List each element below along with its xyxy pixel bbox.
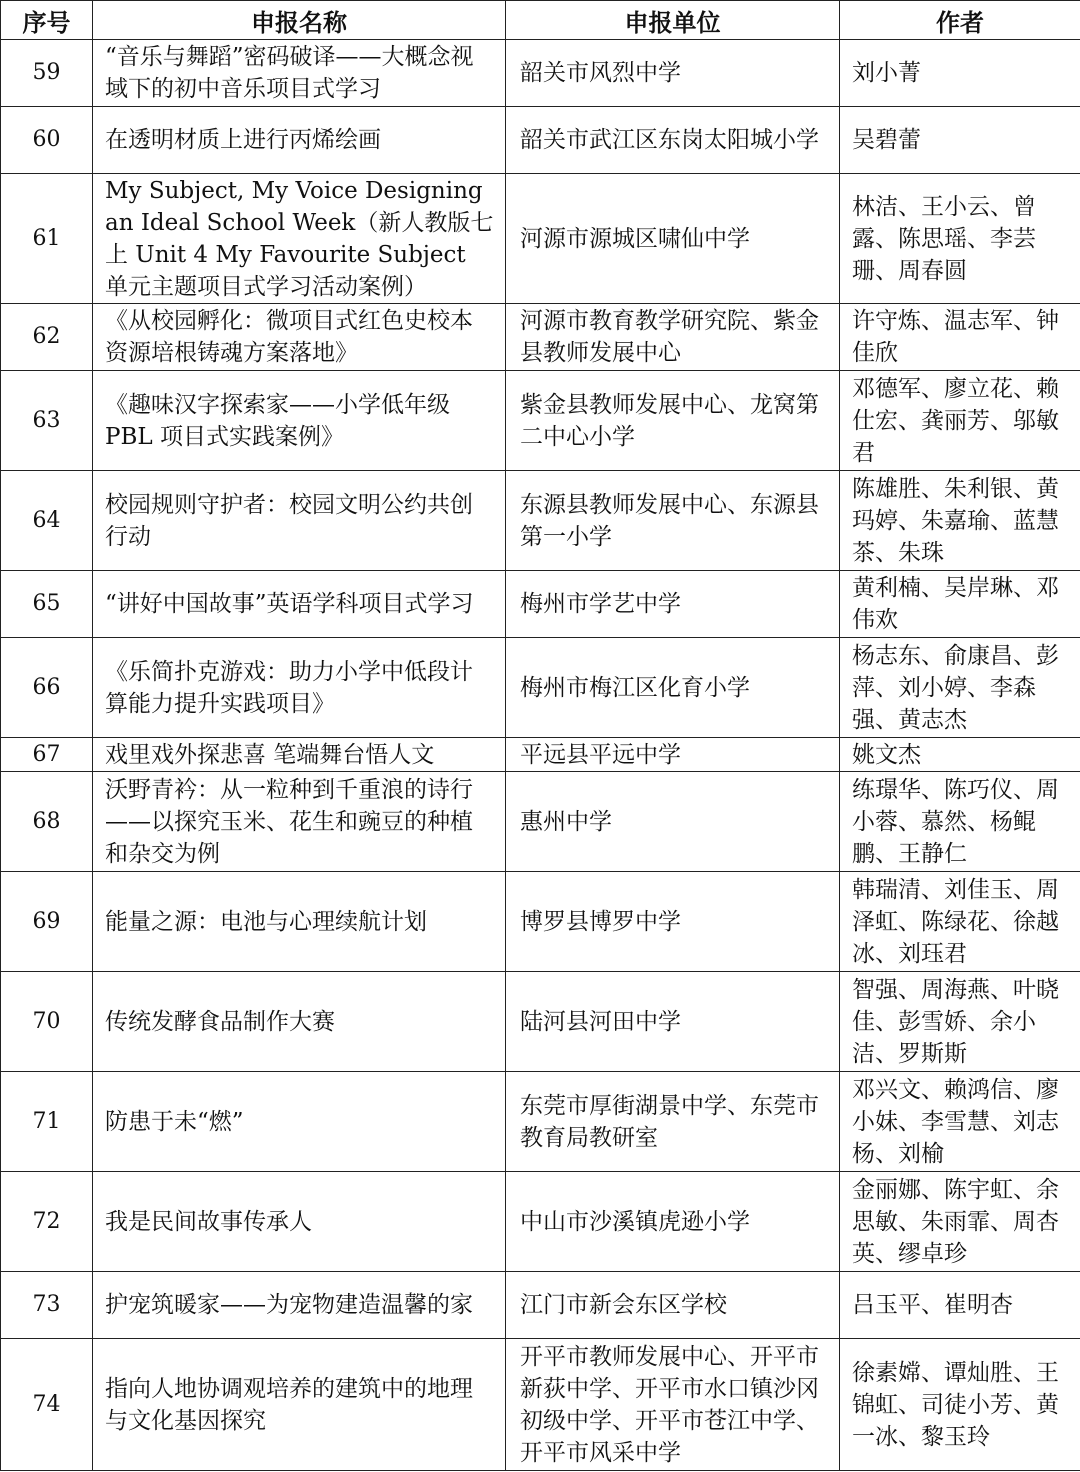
row-unit: 博罗县博罗中学 [506, 872, 840, 972]
row-authors: 智强、周海燕、叶晓佳、彭雪娇、余小洁、罗斯斯 [840, 972, 1080, 1072]
table-row [1, 638, 1080, 738]
row-name: 《乐简扑克游戏：助力小学中低段计算能力提升实践项目》 [93, 638, 506, 738]
row-authors: 邓兴文、赖鸿信、廖小妹、李雪慧、刘志杨、刘榆 [840, 1072, 1080, 1172]
table-row [1, 1172, 1080, 1272]
row-no: 71 [1, 1072, 93, 1172]
row-unit: 陆河县河田中学 [506, 972, 840, 1072]
row-authors: 陈雄胜、朱利银、黄玛婷、朱嘉瑜、蓝慧茶、朱珠 [840, 471, 1080, 571]
row-no: 72 [1, 1172, 93, 1272]
row-authors: 黄利楠、吴岸琳、邓伟欢 [840, 571, 1080, 638]
row-name: 我是民间故事传承人 [93, 1172, 506, 1272]
row-name: 防患于未“燃” [93, 1072, 506, 1172]
row-authors: 韩瑞清、刘佳玉、周泽虹、陈绿花、徐越冰、刘珏君 [840, 872, 1080, 972]
row-name: 护宠筑暖家——为宠物建造温馨的家 [93, 1272, 506, 1339]
row-name: “讲好中国故事”英语学科项目式学习 [93, 571, 506, 638]
row-authors: 邓德军、廖立花、赖仕宏、龚丽芳、邬敏君 [840, 371, 1080, 471]
header-name: 申报名称 [93, 1, 506, 40]
row-unit: 东莞市厚街湖景中学、东莞市教育局教研室 [506, 1072, 840, 1172]
table-row [1, 872, 1080, 972]
table-row [1, 1339, 1080, 1471]
header-authors: 作者 [840, 1, 1080, 40]
row-authors: 刘小菁 [840, 40, 1080, 107]
row-no: 73 [1, 1272, 93, 1339]
table-row [1, 972, 1080, 1072]
row-authors: 林洁、王小云、曾露、陈思瑶、李芸珊、周春圆 [840, 174, 1080, 304]
row-no: 74 [1, 1339, 93, 1471]
header-unit: 申报单位 [506, 1, 840, 40]
header-row [1, 1, 1080, 40]
table-row [1, 471, 1080, 571]
row-unit: 江门市新会东区学校 [506, 1272, 840, 1339]
table-row [1, 371, 1080, 471]
row-unit: 韶关市武江区东岗太阳城小学 [506, 107, 840, 174]
row-no: 66 [1, 638, 93, 738]
row-unit: 开平市教师发展中心、开平市新荻中学、开平市水口镇沙冈初级中学、开平市苍江中学、开平市风采中学 [506, 1339, 840, 1471]
row-unit: 河源市源城区啸仙中学 [506, 174, 840, 304]
row-no: 60 [1, 107, 93, 174]
table-row [1, 738, 1080, 772]
row-authors: 吕玉平、崔明杏 [840, 1272, 1080, 1339]
row-unit: 惠州中学 [506, 772, 840, 872]
row-unit: 梅州市学艺中学 [506, 571, 840, 638]
row-no: 63 [1, 371, 93, 471]
row-no: 70 [1, 972, 93, 1072]
row-no: 67 [1, 738, 93, 772]
table-row [1, 304, 1080, 371]
row-name: 《从校园孵化：微项目式红色史校本资源培根铸魂方案落地》 [93, 304, 506, 371]
row-name: 传统发酵食品制作大赛 [93, 972, 506, 1072]
row-authors: 吴碧蕾 [840, 107, 1080, 174]
row-no: 64 [1, 471, 93, 571]
row-name: 沃野青衿：从一粒种到千重浪的诗行——以探究玉米、花生和豌豆的种植和杂交为例 [93, 772, 506, 872]
row-no: 69 [1, 872, 93, 972]
row-authors: 徐素嫦、谭灿胜、王锦虹、司徒小芳、黄一冰、黎玉玲 [840, 1339, 1080, 1471]
row-authors: 姚文杰 [840, 738, 1080, 772]
row-name: 《趣味汉字探索家——小学低年级 PBL 项目式实践案例》 [93, 371, 506, 471]
table-row [1, 772, 1080, 872]
row-authors: 许守炼、温志军、钟佳欣 [840, 304, 1080, 371]
row-unit: 东源县教师发展中心、东源县第一小学 [506, 471, 840, 571]
row-unit: 梅州市梅江区化育小学 [506, 638, 840, 738]
row-no: 59 [1, 40, 93, 107]
row-unit: 紫金县教师发展中心、龙窝第二中心小学 [506, 371, 840, 471]
table-row [1, 174, 1080, 304]
table-row [1, 571, 1080, 638]
row-no: 61 [1, 174, 93, 304]
row-unit: 中山市沙溪镇虎逊小学 [506, 1172, 840, 1272]
row-no: 62 [1, 304, 93, 371]
row-authors: 练璟华、陈巧仪、周小蓉、慕然、杨鲲鹏、王静仁 [840, 772, 1080, 872]
row-authors: 杨志东、俞康昌、彭萍、刘小婷、李森强、黄志杰 [840, 638, 1080, 738]
row-name: “音乐与舞蹈”密码破译——大概念视域下的初中音乐项目式学习 [93, 40, 506, 107]
row-no: 68 [1, 772, 93, 872]
row-unit: 平远县平远中学 [506, 738, 840, 772]
table-row [1, 1072, 1080, 1172]
table-row [1, 107, 1080, 174]
row-unit: 河源市教育教学研究院、紫金县教师发展中心 [506, 304, 840, 371]
row-name: 指向人地协调观培养的建筑中的地理与文化基因探究 [93, 1339, 506, 1471]
row-name: 校园规则守护者：校园文明公约共创行动 [93, 471, 506, 571]
row-unit: 韶关市风烈中学 [506, 40, 840, 107]
table-row [1, 1272, 1080, 1339]
row-authors: 金丽娜、陈宇虹、余思敏、朱雨霏、周杏英、缪卓珍 [840, 1172, 1080, 1272]
row-name: My Subject, My Voice Designing an Ideal School Week（新人教版七上 Unit 4 My Favourite Subject 单元主题项目式学习活动案例） [93, 174, 506, 304]
row-name: 能量之源：电池与心理续航计划 [93, 872, 506, 972]
header-no: 序号 [1, 1, 93, 40]
row-name: 戏里戏外探悲喜 笔端舞台悟人文 [93, 738, 506, 772]
row-no: 65 [1, 571, 93, 638]
table-row [1, 40, 1080, 107]
row-name: 在透明材质上进行丙烯绘画 [93, 107, 506, 174]
